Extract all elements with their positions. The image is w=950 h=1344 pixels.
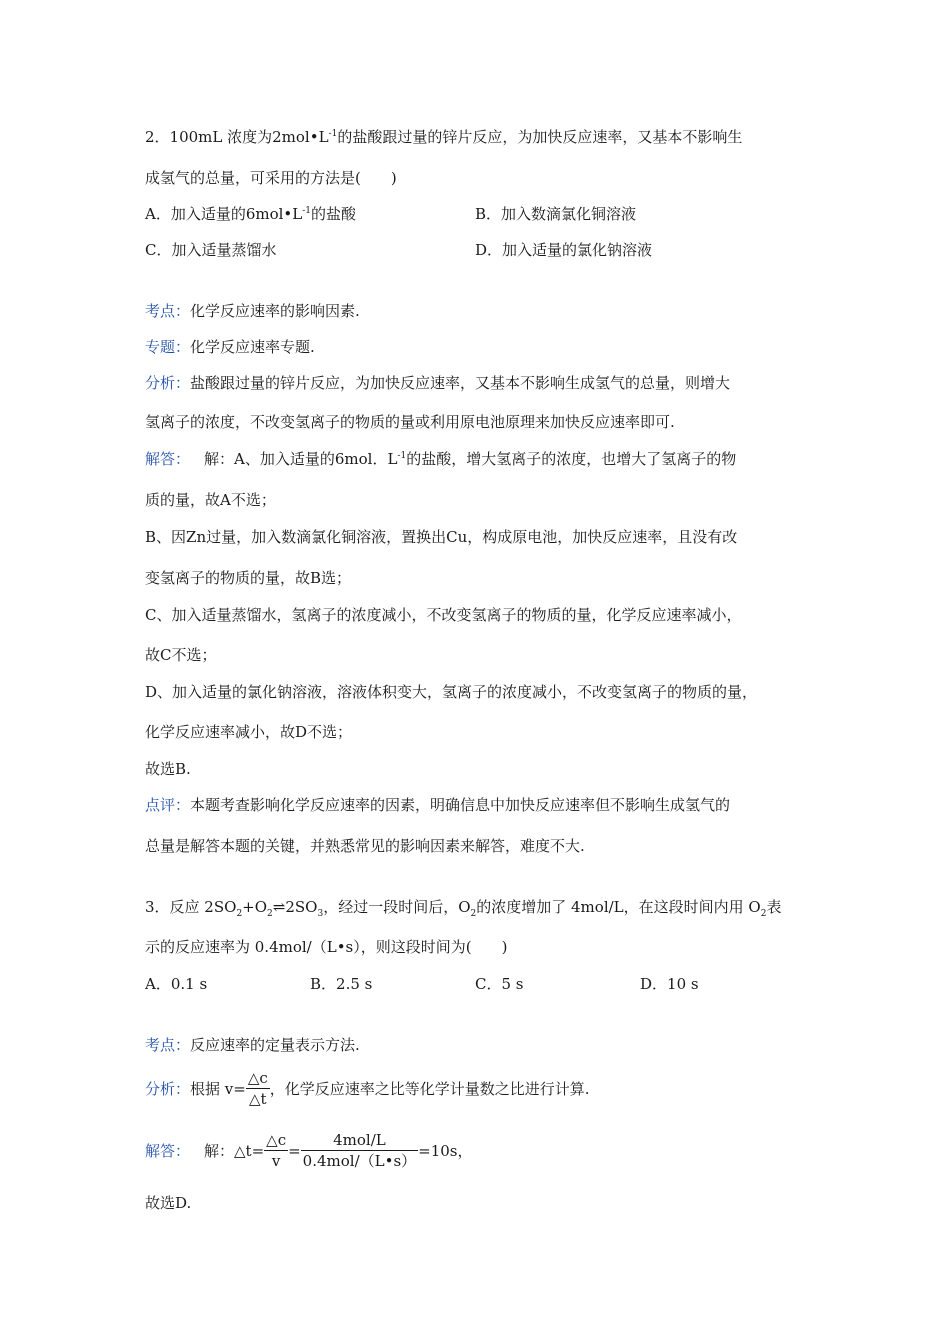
q2-conclusion: 故选B. — [145, 760, 191, 778]
q2-b-line1: B、因Zn过量，加入数滴氯化铜溶液，置换出Cu，构成原电池，加快反应速率，且没有改 — [145, 528, 738, 546]
q3-option-d: D．10 s — [640, 975, 699, 993]
q2-kaodian: 考点：化学反应速率的影响因素. — [145, 302, 360, 320]
fenxi-label: 分析： — [145, 374, 191, 392]
delta-c-over-v-fraction: $\frac{\triangle c}{v}$ — [266, 1131, 287, 1170]
q3-option-c: C．5 s — [475, 975, 524, 993]
q2-dianping-line2: 总量是解答本题的关键，并熟悉常见的影响因素来解答，难度不大. — [145, 837, 585, 855]
q2-jieda-line1: 解答： 解：A、加入适量的6mol．$L^{-1}$的盐酸，增大氢离子的浓度，也增大了氢离子的物 — [145, 450, 737, 468]
q2-zhuanti: 专题：化学反应速率专题. — [145, 338, 315, 356]
q2-d-line1: D、加入适量的氯化钠溶液，溶液体积变大，氢离子的浓度减小，不改变氢离子的物质的量， — [145, 683, 758, 701]
jieda-label: 解答： — [145, 450, 191, 468]
kaodian-label: 考点： — [145, 302, 191, 320]
q2-stem-line2: 成氢气的总量，可采用的方法是( ) — [145, 169, 397, 187]
rate-formula-fraction: $\frac{\triangle c}{\triangle t}$ — [247, 1069, 268, 1108]
q3-stem-line1: 3．反应 $2SO_2+O_2\rightleftharpoons 2SO_3$，经过一段时间后，$O_2$的浓度增加了 4mol/L，在这段时间内用 $O_2$表 — [145, 898, 782, 919]
jieda-label: 解答： — [145, 1141, 191, 1160]
q3-option-b: B．2.5 s — [310, 975, 373, 993]
q2-b-line2: 变氢离子的物质的量，故B选； — [145, 569, 352, 587]
q2-option-d: D．加入适量的氯化钠溶液 — [475, 241, 653, 259]
q2-fenxi-line1: 分析：盐酸跟过量的锌片反应，为加快反应速率，又基本不影响生成氢气的总量，则增大 — [145, 374, 731, 392]
q3-conclusion: 故选D. — [145, 1194, 192, 1212]
q2-c-line1: C、加入适量蒸馏水，氢离子的浓度减小，不改变氢离子的物质的量，化学反应速率减小， — [145, 606, 742, 624]
zhuanti-label: 专题： — [145, 338, 191, 356]
q3-jieda: 解答： 解：△t= $\frac{\triangle c}{v}$ = $\frac{\text{4mol/L}}{\text{0.4mol/（L•s）}}$ =10s， — [145, 1131, 473, 1170]
numeric-fraction: $\frac{\text{4mol/L}}{\text{0.4mol/（L•s）}}$ — [302, 1131, 417, 1170]
q3-kaodian: 考点：反应速率的定量表示方法. — [145, 1036, 360, 1054]
q2-stem-line1: 2．100mL 浓度为$2mol•L^{-1}$的盐酸跟过量的锌片反应，为加快反应速率，又基本不影响生 — [145, 128, 743, 146]
q3-option-a: A．0.1 s — [145, 975, 208, 993]
q2-jieda-line2: 质的量，故A不选； — [145, 491, 276, 509]
q2-option-c: C．加入适量蒸馏水 — [145, 241, 277, 259]
q2-option-b: B．加入数滴氯化铜溶液 — [475, 205, 637, 223]
q3-fenxi: 分析：根据 v= $\frac{\triangle c}{\triangle t}$ ，化学反应速率之比等化学计量数之比进行计算. — [145, 1069, 590, 1108]
dianping-label: 点评： — [145, 796, 191, 814]
q3-stem-line2: 示的反应速率为 0.4mol/（L•s），则这段时间为( ) — [145, 938, 508, 956]
kaodian-label: 考点： — [145, 1036, 191, 1054]
q2-option-a: A．加入适量的$6mol•L^{-1}$的盐酸 — [145, 205, 357, 223]
q2-dianping-line1: 点评：本题考查影响化学反应速率的因素，明确信息中加快反应速率但不影响生成氢气的 — [145, 796, 731, 814]
q2-d-line2: 化学反应速率减小，故D不选； — [145, 723, 353, 741]
q2-c-line2: 故C不选； — [145, 646, 217, 664]
q2-fenxi-line2: 氢离子的浓度，不改变氢离子的物质的量或利用原电池原理来加快反应速率即可. — [145, 413, 675, 431]
fenxi-label: 分析： — [145, 1079, 191, 1098]
